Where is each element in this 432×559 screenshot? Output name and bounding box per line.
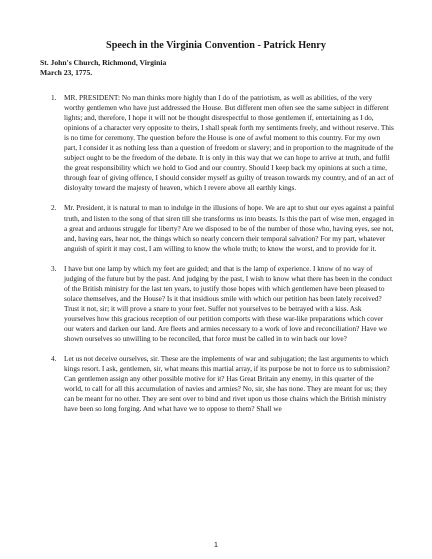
- speech-paragraph-list: [51, 93, 395, 424]
- document-title: Speech in the Virginia Convention - Patrick Henry: [106, 40, 326, 51]
- paragraph-text: I have but one lamp by which my feet are guided; and that is the lamp of experience. I know of no way of judging of the future but by the past. And judging by the past, I wish to know what there has been in the conduct of the British ministry for the last ten years, to justify those hopes with which gentlemen have been pleased to solace themselves, and the House? Is it that insidious smile with which our petition has been lately received? Trust it not, sir; it will prove a snare to your feet. Suffer not yourselves to be betrayed with a kiss. Ask yourselves how this gracious reception of our petition comports with these war-like preparations which cover our waters and darken our land. Are fleets and armies necessary to a work of love and reconciliation? Have we shown ourselves so unwilling to be reconciled, that force must be called in to win back our love?: [64, 263, 393, 344]
- paragraph-text: Mr. President, it is natural to man to indulge in the illusions of hope. We are apt to shut our eyes against a painful truth, and listen to the song of that siren till she transforms us into beasts. Is this the part of wise men, engaged in a great and arduous struggle for liberty? Are we disposed to be of the number of those who, having eyes, see not, and, having ears, hear not, the things which so nearly concern their temporal salvation? For my part, whatever anguish of spirit it may cost, I am willing to know the whole truth; to know the worst, and to provide for it.: [64, 203, 395, 253]
- paragraph-3: [51, 263, 394, 344]
- paragraph-number: 2.: [51, 203, 57, 213]
- page-number: 1: [213, 540, 219, 549]
- speech-date: March 23, 1775.: [40, 67, 93, 77]
- paragraph-number: 1.: [51, 93, 57, 102]
- paragraph-4: [51, 354, 394, 414]
- speech-location: St. John's Church, Richmond, Virginia: [40, 58, 167, 67]
- paragraph-text: MR. PRESIDENT: No man thinks more highly than I do of the patriotism, as well as abilities, of the very worthy gentlemen who have just addressed the House. But different men often see the same subject in different lights; and, therefore, I hope it will not be thought disrespectful to those gentlemen if, entertaining as I do, opinions of a character very opposite to theirs, I shall speak forth my sentiments freely, and without reserve. This is no time for ceremony. The question before the House is one of awful moment to this country. For my own part, I consider it as nothing less than a question of freedom or slavery; and in proportion to the magnitude of the subject ought to be the freedom of the debate. It is only in this way that we can hope to arrive at truth, and fulfil the great responsibility which we hold to God and our country. Should I keep back my opinions at such a time, through fear of giving offence, I should consider myself as guilty of treason towards my country, and of an act of disloyalty toward the majesty of heaven, which I revere above all earthly kings.: [64, 93, 394, 193]
- paragraph-2: [51, 203, 395, 253]
- paragraph-text: Let us not deceive ourselves, sir. These are the implements of war and subjugation; the last arguments to which kings resort. I ask, gentlemen, sir, what means this martial array, if its purpose be not to force us to submission? Can gentlemen assign any other possible motive for it? Has Great Britain any enemy, in this quarter of the world, to call for all this accumulation of navies and armies? No, sir, she has none. They are meant for us; they can be meant for no other. They are sent over to bind and rivet upon us those chains which the British ministry have been so long forging. And what have we to oppose to them? Shall we: [64, 354, 390, 414]
- speech-header: [40, 58, 400, 77]
- paragraph-number: 4.: [51, 354, 57, 364]
- paragraph-1: [51, 93, 394, 193]
- paragraph-number: 3.: [51, 263, 57, 273]
